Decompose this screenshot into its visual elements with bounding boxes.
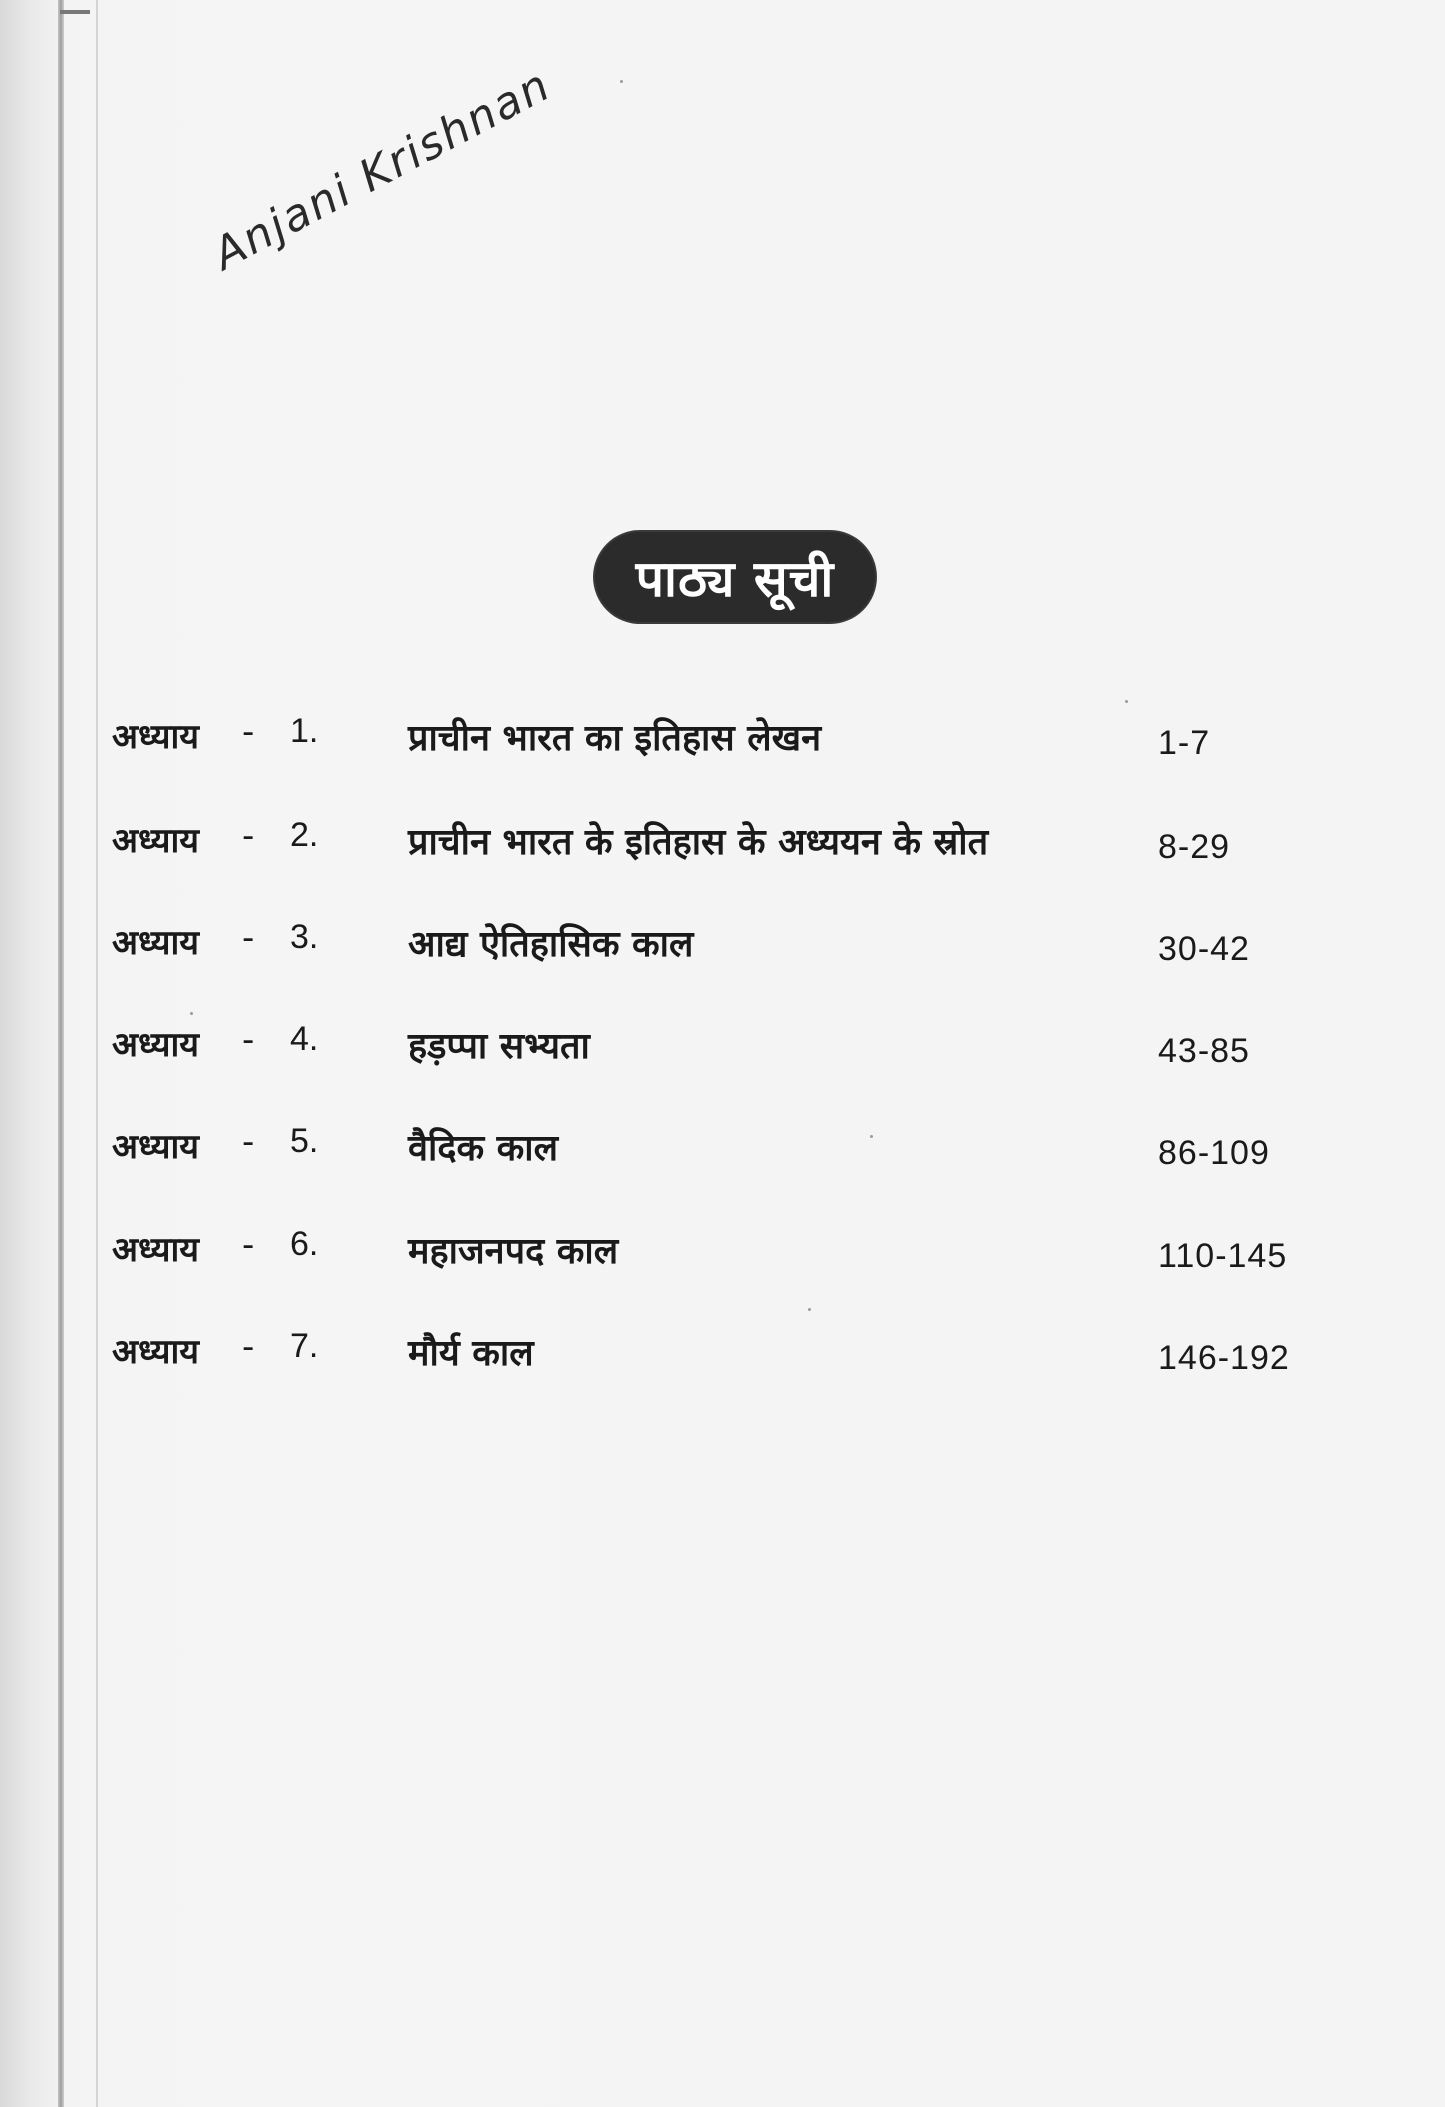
chapter-number: 2. — [290, 816, 319, 854]
toc-row — [0, 918, 1445, 988]
chapter-label: अध्याय — [112, 821, 200, 861]
chapter-pages: 30-42 — [1158, 930, 1250, 968]
scan-speck — [620, 80, 623, 83]
chapter-title: प्राचीन भारत का इतिहास लेखन — [408, 718, 822, 759]
chapter-number: 1. — [290, 712, 319, 750]
toc-row — [0, 712, 1445, 782]
chapter-label: अध्याय — [112, 923, 200, 963]
chapter-dash: - — [242, 1122, 255, 1162]
chapter-label: अध्याय — [112, 1332, 200, 1372]
chapter-pages: 86-109 — [1158, 1134, 1270, 1172]
chapter-title: आद्य ऐतिहासिक काल — [408, 924, 694, 965]
chapter-label: अध्याय — [112, 1230, 200, 1270]
scan-speck — [870, 1135, 873, 1138]
toc-row — [0, 1020, 1445, 1090]
toc-row — [0, 1327, 1445, 1397]
scan-speck — [1125, 700, 1128, 703]
chapter-pages: 146-192 — [1158, 1339, 1290, 1377]
chapter-dash: - — [242, 1225, 255, 1265]
handwritten-signature: Anjani Krishnan — [205, 59, 560, 281]
chapter-pages: 110-145 — [1158, 1237, 1288, 1275]
chapter-title: महाजनपद काल — [408, 1231, 619, 1272]
chapter-dash: - — [242, 816, 255, 856]
chapter-pages: 1-7 — [1158, 724, 1211, 762]
chapter-title: हड़प्पा सभ्यता — [408, 1026, 590, 1067]
chapter-dash: - — [242, 1327, 255, 1367]
chapter-title: वैदिक काल — [408, 1128, 559, 1169]
chapter-pages: 43-85 — [1158, 1032, 1250, 1070]
chapter-number: 3. — [290, 918, 319, 956]
chapter-label: अध्याय — [112, 717, 200, 757]
chapter-number: 6. — [290, 1225, 319, 1263]
scan-speck — [190, 1012, 193, 1015]
chapter-dash: - — [242, 1020, 255, 1060]
chapter-title: प्राचीन भारत के इतिहास के अध्ययन के स्रोत — [408, 822, 989, 863]
chapter-label: अध्याय — [112, 1127, 200, 1167]
chapter-number: 4. — [290, 1020, 319, 1058]
chapter-number: 5. — [290, 1122, 319, 1160]
toc-row — [0, 816, 1445, 886]
toc-row — [0, 1122, 1445, 1192]
chapter-number: 7. — [290, 1327, 319, 1365]
scan-speck — [808, 1308, 811, 1311]
chapter-pages: 8-29 — [1158, 828, 1231, 866]
toc-row — [0, 1225, 1445, 1295]
chapter-title: मौर्य काल — [408, 1333, 534, 1374]
chapter-dash: - — [242, 918, 255, 958]
contents-title: पाठ्य सूची — [635, 550, 835, 608]
chapter-label: अध्याय — [112, 1025, 200, 1065]
chapter-dash: - — [242, 712, 255, 752]
